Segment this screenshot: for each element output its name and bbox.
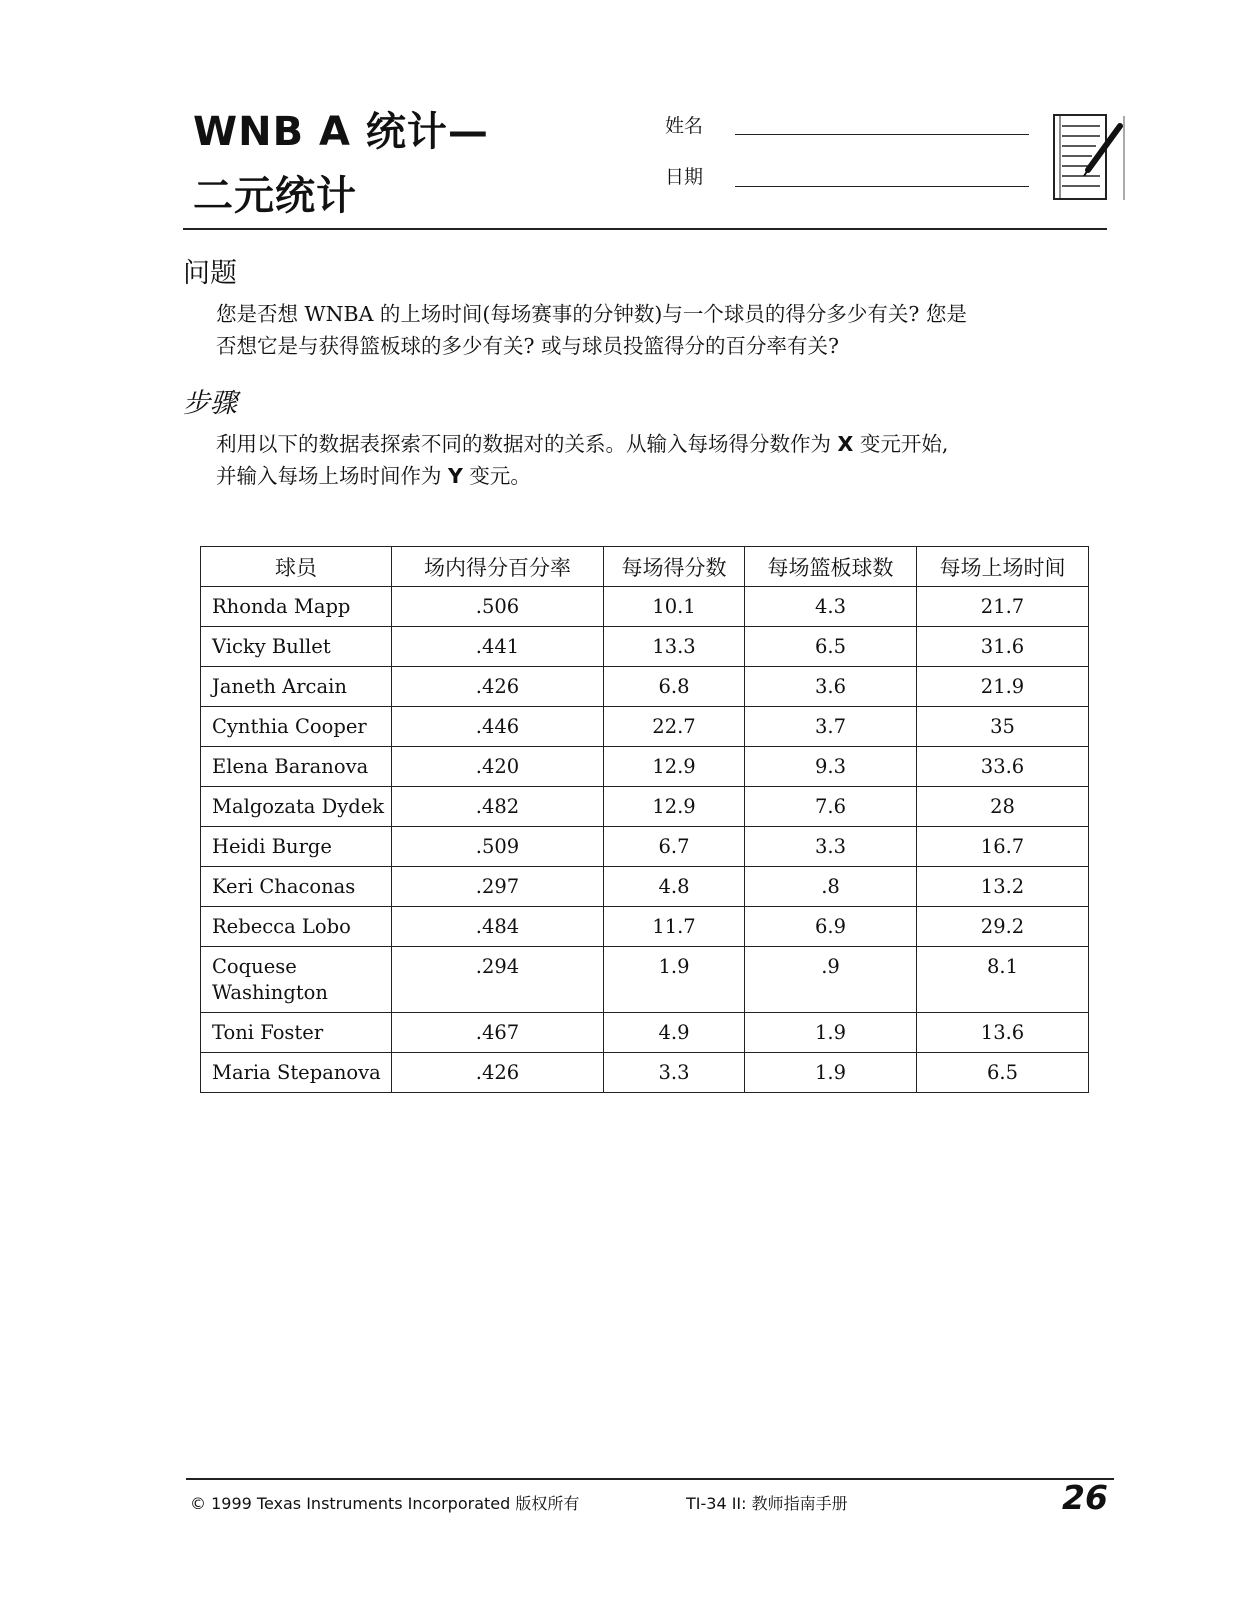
minutes-cell: 21.7 <box>917 587 1089 627</box>
table-row <box>201 1013 1089 1053</box>
fg-percent-cell: .441 <box>392 627 604 667</box>
table-row <box>201 867 1089 907</box>
date-field-line <box>735 186 1029 187</box>
points-cell: 12.9 <box>604 787 745 827</box>
player-name-line-1: Coquese <box>212 955 297 978</box>
fg-percent-cell: .420 <box>392 747 604 787</box>
steps-line-2-end: 变元。 <box>469 464 531 488</box>
minutes-cell: 31.6 <box>917 627 1089 667</box>
fg-percent-cell: .506 <box>392 587 604 627</box>
table-row <box>201 827 1089 867</box>
player-name: Keri Chaconas <box>201 867 392 907</box>
rebounds-cell: 3.7 <box>745 707 917 747</box>
points-cell: 12.9 <box>604 747 745 787</box>
x-variable: X <box>837 432 854 456</box>
rebounds-cell: .9 <box>745 947 917 1013</box>
rebounds-cell: 3.3 <box>745 827 917 867</box>
fg-percent-cell: .426 <box>392 667 604 707</box>
rebounds-cell: 1.9 <box>745 1013 917 1053</box>
player-name: Elena Baranova <box>201 747 392 787</box>
table-row <box>201 907 1089 947</box>
minutes-cell: 29.2 <box>917 907 1089 947</box>
question-line-1: 您是否想 WNBA 的上场时间(每场赛事的分钟数)与一个球员的得分多少有关? 您是 <box>216 302 967 326</box>
steps-line-2 <box>216 460 1096 492</box>
question-paragraph <box>216 298 1096 362</box>
footer-divider <box>186 1478 1114 1480</box>
steps-line-1 <box>216 428 1096 460</box>
points-cell: 4.8 <box>604 867 745 907</box>
points-cell: 4.9 <box>604 1013 745 1053</box>
minutes-cell: 6.5 <box>917 1053 1089 1093</box>
rebounds-cell: 1.9 <box>745 1053 917 1093</box>
fg-percent-cell: .467 <box>392 1013 604 1053</box>
header-fg-percent: 场内得分百分率 <box>392 547 604 587</box>
notebook-pencil-icon <box>1052 112 1130 204</box>
fg-percent-cell: .509 <box>392 827 604 867</box>
rebounds-cell: 4.3 <box>745 587 917 627</box>
page-number: 26 <box>1062 1478 1108 1517</box>
minutes-cell: 8.1 <box>917 947 1089 1013</box>
player-name: Vicky Bullet <box>201 627 392 667</box>
steps-line-1-end: 变元开始, <box>859 432 949 456</box>
player-name: Heidi Burge <box>201 827 392 867</box>
minutes-cell: 13.2 <box>917 867 1089 907</box>
minutes-cell: 33.6 <box>917 747 1089 787</box>
table-row <box>201 627 1089 667</box>
fg-percent-cell: .426 <box>392 1053 604 1093</box>
rebounds-cell: 9.3 <box>745 747 917 787</box>
points-cell: 1.9 <box>604 947 745 1013</box>
question-line-2: 否想它是与获得篮板球的多少有关? 或与球员投篮得分的百分率有关? <box>216 334 839 358</box>
date-label: 日期 <box>665 166 704 188</box>
player-name-line-2: Washington <box>212 981 328 1004</box>
table-row <box>201 787 1089 827</box>
wnba-data-table <box>200 546 1089 1093</box>
rebounds-cell: 3.6 <box>745 667 917 707</box>
steps-line-1-text: 利用以下的数据表探索不同的数据对的关系。从输入每场得分数作为 <box>216 432 831 456</box>
steps-line-2-text: 并输入每场上场时间作为 <box>216 464 442 488</box>
table-row <box>201 1053 1089 1093</box>
table-row <box>201 707 1089 747</box>
points-cell: 6.7 <box>604 827 745 867</box>
player-name: Rebecca Lobo <box>201 907 392 947</box>
y-variable: Y <box>448 464 463 488</box>
rebounds-cell: 6.5 <box>745 627 917 667</box>
minutes-cell: 13.6 <box>917 1013 1089 1053</box>
points-cell: 10.1 <box>604 587 745 627</box>
player-name <box>201 947 392 1013</box>
table-row <box>201 667 1089 707</box>
steps-paragraph <box>216 428 1096 492</box>
table-row <box>201 587 1089 627</box>
minutes-cell: 28 <box>917 787 1089 827</box>
points-cell: 3.3 <box>604 1053 745 1093</box>
header-player: 球员 <box>201 547 392 587</box>
points-cell: 22.7 <box>604 707 745 747</box>
name-label: 姓名 <box>665 115 704 137</box>
points-cell: 6.8 <box>604 667 745 707</box>
rebounds-cell: 6.9 <box>745 907 917 947</box>
table-row <box>201 947 1089 1013</box>
minutes-cell: 21.9 <box>917 667 1089 707</box>
player-name: Malgozata Dydek <box>201 787 392 827</box>
player-name: Toni Foster <box>201 1013 392 1053</box>
question-heading: 问题 <box>183 258 237 289</box>
header-points: 每场得分数 <box>604 547 745 587</box>
fg-percent-cell: .294 <box>392 947 604 1013</box>
fg-percent-cell: .297 <box>392 867 604 907</box>
fg-percent-cell: .484 <box>392 907 604 947</box>
player-name: Cynthia Cooper <box>201 707 392 747</box>
name-field-line <box>735 134 1029 135</box>
header-minutes: 每场上场时间 <box>917 547 1089 587</box>
fg-percent-cell: .482 <box>392 787 604 827</box>
minutes-cell: 35 <box>917 707 1089 747</box>
header-rebounds: 每场篮板球数 <box>745 547 917 587</box>
header-divider <box>183 228 1107 230</box>
minutes-cell: 16.7 <box>917 827 1089 867</box>
table-header-row <box>201 547 1089 587</box>
rebounds-cell: 7.6 <box>745 787 917 827</box>
table-row <box>201 747 1089 787</box>
page-title-line-1: WNB A 统计— <box>193 109 489 155</box>
player-name: Rhonda Mapp <box>201 587 392 627</box>
page-title-line-2: 二元统计 <box>193 173 357 219</box>
player-name: Janeth Arcain <box>201 667 392 707</box>
player-name: Maria Stepanova <box>201 1053 392 1093</box>
points-cell: 13.3 <box>604 627 745 667</box>
rebounds-cell: .8 <box>745 867 917 907</box>
copyright-text: © 1999 Texas Instruments Incorporated 版权所有 <box>190 1494 580 1513</box>
manual-title: TI-34 II: 教师指南手册 <box>686 1494 848 1513</box>
steps-heading: 步骤 <box>183 388 237 419</box>
points-cell: 11.7 <box>604 907 745 947</box>
fg-percent-cell: .446 <box>392 707 604 747</box>
